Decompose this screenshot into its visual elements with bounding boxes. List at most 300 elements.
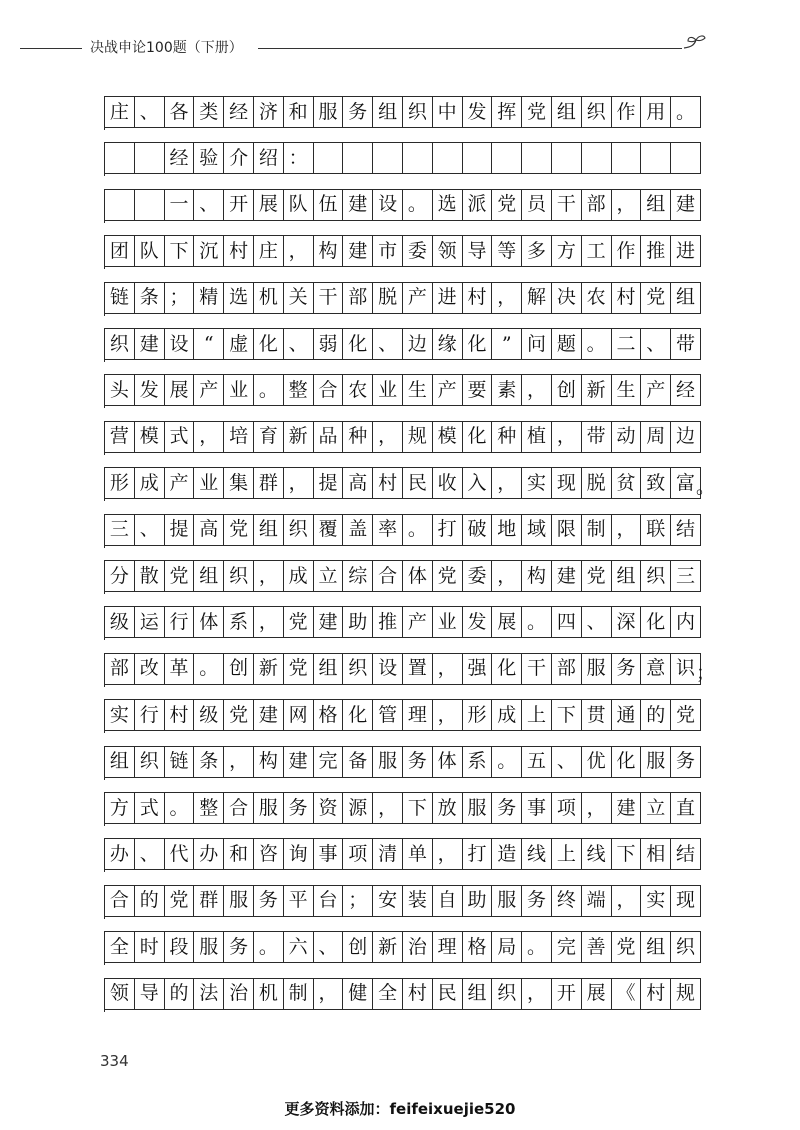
grid-cell: 网 — [284, 699, 314, 731]
grid-cell: 深 — [612, 606, 642, 638]
grid-cell: 格 — [463, 931, 493, 963]
grid-cell: 链 — [105, 282, 135, 314]
grid-cell: 经 — [671, 374, 701, 406]
grid-cell — [552, 142, 582, 174]
grid-cell: 组 — [612, 560, 642, 592]
grid-cell: 作 — [612, 235, 642, 267]
grid-cell: ， — [582, 792, 612, 824]
grid-cell: 部 — [552, 653, 582, 685]
grid-cell: 、 — [582, 606, 612, 638]
grid-cell: 。 — [522, 606, 552, 638]
grid-cell: 治 — [224, 978, 254, 1010]
grid-cell: 立 — [314, 560, 344, 592]
grid-cell: 设 — [373, 189, 403, 221]
grid-cell: 《 — [612, 978, 642, 1010]
grid-cell: 类 — [194, 96, 224, 128]
grid-cell: ， — [284, 235, 314, 267]
grid-cell: 构 — [314, 235, 344, 267]
grid-cell: 干 — [552, 189, 582, 221]
grid-cell: 挥 — [492, 96, 522, 128]
grid-cell: 三 — [105, 514, 135, 546]
grid-cell: 化 — [463, 328, 493, 360]
grid-cell: 设 — [165, 328, 195, 360]
grid-cell: 、 — [135, 838, 165, 870]
grid-row — [104, 328, 701, 362]
grid-cell: 上 — [552, 838, 582, 870]
grid-cell: 边 — [671, 421, 701, 453]
grid-cell: 备 — [343, 746, 373, 778]
grid-cell: 培 — [224, 421, 254, 453]
grid-cell: 构 — [254, 746, 284, 778]
grid-cell: 现 — [552, 467, 582, 499]
grid-cell: 务 — [671, 746, 701, 778]
grid-cell: ， — [552, 421, 582, 453]
grid-cell: 合 — [105, 885, 135, 917]
grid-cell: 结 — [671, 514, 701, 546]
grid-cell: 发 — [463, 606, 493, 638]
grid-cell: 完 — [552, 931, 582, 963]
grid-cell: 实 — [522, 467, 552, 499]
grid-cell: 直 — [671, 792, 701, 824]
grid-cell — [343, 142, 373, 174]
grid-cell: 党 — [492, 189, 522, 221]
grid-cell: 段 — [165, 931, 195, 963]
grid-cell: ， — [612, 189, 642, 221]
grid-cell: ， — [314, 978, 344, 1010]
grid-cell: 化 — [343, 328, 373, 360]
grid-cell: 的 — [165, 978, 195, 1010]
grid-cell: 务 — [492, 792, 522, 824]
header-rule-left — [20, 48, 82, 49]
grid-cell: ； — [165, 282, 195, 314]
grid-cell: 合 — [314, 374, 344, 406]
grid-cell: 脱 — [373, 282, 403, 314]
grid-cell: 推 — [641, 235, 671, 267]
grid-cell: 周 — [641, 421, 671, 453]
grid-cell: 务 — [403, 746, 433, 778]
grid-cell — [135, 189, 165, 221]
grid-cell: 式 — [165, 421, 195, 453]
grid-cell: 、 — [284, 328, 314, 360]
grid-cell: 询 — [284, 838, 314, 870]
grid-cell: ， — [492, 560, 522, 592]
footer-text: 更多资料添加：feifeixuejie520 — [284, 1100, 516, 1118]
grid-cell: 五 — [522, 746, 552, 778]
grid-cell: 破 — [463, 514, 493, 546]
grid-row — [104, 885, 701, 919]
grid-row — [104, 142, 701, 176]
grid-cell: 群 — [194, 885, 224, 917]
grid-cell: 、 — [641, 328, 671, 360]
footer-note — [0, 1098, 800, 1119]
grid-cell: 务 — [254, 885, 284, 917]
grid-cell: 构 — [522, 560, 552, 592]
grid-cell: 助 — [343, 606, 373, 638]
grid-cell: 验 — [194, 142, 224, 174]
grid-cell: 单 — [403, 838, 433, 870]
grid-cell: 贫 — [612, 467, 642, 499]
grid-cell: 地 — [492, 514, 522, 546]
grid-cell: 形 — [105, 467, 135, 499]
grid-cell: 济 — [254, 96, 284, 128]
grid-cell: 党 — [165, 560, 195, 592]
grid-cell: 村 — [403, 978, 433, 1010]
grid-cell: 织 — [582, 96, 612, 128]
grid-cell: 带 — [582, 421, 612, 453]
grid-cell: 端 — [582, 885, 612, 917]
grid-cell: 收 — [433, 467, 463, 499]
grid-cell: 建 — [135, 328, 165, 360]
grid-cell: 组 — [373, 96, 403, 128]
grid-cell: “ — [194, 328, 224, 360]
grid-cell: 化 — [641, 606, 671, 638]
grid-cell: 内 — [671, 606, 701, 638]
grid-cell: 条 — [135, 282, 165, 314]
grid-cell: 服 — [463, 792, 493, 824]
grid-cell: 化 — [612, 746, 642, 778]
grid-cell: 市 — [373, 235, 403, 267]
grid-cell: 安 — [373, 885, 403, 917]
grid-cell: 展 — [582, 978, 612, 1010]
grid-cell: 团 — [105, 235, 135, 267]
grid-cell: ， — [224, 746, 254, 778]
grid-cell: 、 — [314, 931, 344, 963]
grid-cell: 盖 — [343, 514, 373, 546]
grid-cell — [433, 142, 463, 174]
grid-cell: 弱 — [314, 328, 344, 360]
grid-cell: 式 — [135, 792, 165, 824]
grid-cell: 清 — [373, 838, 403, 870]
grid-cell: 带 — [671, 328, 701, 360]
grid-cell: 结 — [671, 838, 701, 870]
grid-cell: 整 — [284, 374, 314, 406]
grid-cell: 组 — [552, 96, 582, 128]
grid-cell — [641, 142, 671, 174]
grid-cell: 创 — [224, 653, 254, 685]
grid-cell: 、 — [194, 189, 224, 221]
grid-cell: 设 — [373, 653, 403, 685]
grid-cell: 领 — [105, 978, 135, 1010]
grid-cell: 系 — [224, 606, 254, 638]
grid-cell: ， — [492, 282, 522, 314]
grid-cell: 产 — [165, 467, 195, 499]
grid-cell: 种 — [492, 421, 522, 453]
grid-cell: 化 — [343, 699, 373, 731]
grid-cell: 打 — [463, 838, 493, 870]
grid-row — [104, 514, 701, 548]
grid-cell: 服 — [224, 885, 254, 917]
grid-cell: 级 — [194, 699, 224, 731]
grid-cell: 建 — [612, 792, 642, 824]
grid-cell: 干 — [522, 653, 552, 685]
grid-cell: 项 — [552, 792, 582, 824]
grid-cell: 。 — [403, 514, 433, 546]
grid-cell: 下 — [165, 235, 195, 267]
grid-row — [104, 606, 701, 640]
grid-cell: 理 — [433, 931, 463, 963]
grid-cell: 优 — [582, 746, 612, 778]
grid-cell — [135, 142, 165, 174]
grid-cell: 导 — [463, 235, 493, 267]
grid-cell: 组 — [641, 931, 671, 963]
grid-cell: 织 — [105, 328, 135, 360]
grid-cell: 三 — [671, 560, 701, 592]
grid-cell: 级 — [105, 606, 135, 638]
grid-cell: 识 — [671, 653, 701, 685]
grid-cell: 绍 — [254, 142, 284, 174]
grid-cell: 部 — [105, 653, 135, 685]
grid-cell: ” — [492, 328, 522, 360]
grid-cell: 派 — [463, 189, 493, 221]
grid-cell: 建 — [552, 560, 582, 592]
grid-cell: 织 — [224, 560, 254, 592]
grid-cell: 产 — [403, 606, 433, 638]
grid-cell — [671, 142, 701, 174]
grid-cell: 种 — [343, 421, 373, 453]
grid-cell: 富 — [671, 467, 701, 499]
grid-cell: 务 — [343, 96, 373, 128]
grid-cell: 成 — [284, 560, 314, 592]
grid-cell: 下 — [403, 792, 433, 824]
grid-cell: 建 — [343, 235, 373, 267]
grid-cell: 革 — [165, 653, 195, 685]
grid-cell: 实 — [105, 699, 135, 731]
grid-cell: 综 — [343, 560, 373, 592]
grid-cell: 法 — [194, 978, 224, 1010]
grid-cell: 时 — [135, 931, 165, 963]
grid-cell: 善 — [582, 931, 612, 963]
grid-row — [104, 374, 701, 408]
grid-cell: 务 — [522, 885, 552, 917]
grid-cell: 群 — [254, 467, 284, 499]
grid-cell: 贯 — [582, 699, 612, 731]
grid-cell: 新 — [373, 931, 403, 963]
grid-cell: 委 — [403, 235, 433, 267]
grid-cell: 展 — [254, 189, 284, 221]
grid-cell: 创 — [343, 931, 373, 963]
grid-cell: 形 — [463, 699, 493, 731]
grid-cell: 覆 — [314, 514, 344, 546]
grid-cell: 打 — [433, 514, 463, 546]
grid-cell: ， — [612, 514, 642, 546]
grid-cell: 立 — [641, 792, 671, 824]
grid-cell: ， — [522, 374, 552, 406]
grid-cell: 业 — [433, 606, 463, 638]
grid-cell: 精 — [194, 282, 224, 314]
grid-cell: 民 — [403, 467, 433, 499]
grid-cell: 的 — [135, 885, 165, 917]
grid-cell: 党 — [522, 96, 552, 128]
grid-cell: 致 — [641, 467, 671, 499]
grid-cell: 治 — [403, 931, 433, 963]
grid-cell: 代 — [165, 838, 195, 870]
grid-cell: 品 — [314, 421, 344, 453]
grid-cell: 党 — [284, 606, 314, 638]
grid-cell: 六 — [284, 931, 314, 963]
grid-cell: 改 — [135, 653, 165, 685]
grid-cell: 域 — [522, 514, 552, 546]
grid-cell: 展 — [165, 374, 195, 406]
grid-cell: 相 — [641, 838, 671, 870]
grid-cell: ， — [433, 838, 463, 870]
grid-cell: 村 — [612, 282, 642, 314]
grid-cell: 整 — [194, 792, 224, 824]
grid-cell: ， — [284, 467, 314, 499]
grid-cell — [105, 142, 135, 174]
grid-cell: 、 — [135, 96, 165, 128]
grid-cell: 村 — [463, 282, 493, 314]
grid-cell: 植 — [522, 421, 552, 453]
header-rule-right — [258, 48, 682, 49]
grid-cell: 集 — [224, 467, 254, 499]
grid-cell: 模 — [433, 421, 463, 453]
grid-cell: 产 — [433, 374, 463, 406]
grid-cell: 合 — [373, 560, 403, 592]
grid-cell: 发 — [135, 374, 165, 406]
grid-cell: 边 — [403, 328, 433, 360]
grid-cell: ； — [343, 885, 373, 917]
grid-cell: 织 — [284, 514, 314, 546]
grid-cell: 运 — [135, 606, 165, 638]
grid-cell: 党 — [224, 699, 254, 731]
grid-cell: 业 — [194, 467, 224, 499]
grid-cell: 系 — [463, 746, 493, 778]
grid-cell: 办 — [194, 838, 224, 870]
grid-cell: 党 — [224, 514, 254, 546]
grid-cell: 高 — [194, 514, 224, 546]
grid-cell: 线 — [582, 838, 612, 870]
grid-cell: 产 — [403, 282, 433, 314]
grid-cell: 实 — [641, 885, 671, 917]
grid-cell: 各 — [165, 96, 195, 128]
grid-cell: 组 — [314, 653, 344, 685]
grid-cell: 推 — [373, 606, 403, 638]
grid-cell: ， — [612, 885, 642, 917]
grid-cell: 上 — [522, 699, 552, 731]
grid-cell: 织 — [343, 653, 373, 685]
grid-cell: 头 — [105, 374, 135, 406]
grid-cell: 通 — [612, 699, 642, 731]
grid-cell: 务 — [224, 931, 254, 963]
grid-cell — [463, 142, 493, 174]
grid-cell: 和 — [284, 96, 314, 128]
sprout-icon — [682, 34, 708, 58]
grid-cell: 、 — [135, 514, 165, 546]
grid-cell — [373, 142, 403, 174]
grid-row — [104, 978, 701, 1012]
grid-cell: 工 — [582, 235, 612, 267]
grid-cell: 经 — [224, 96, 254, 128]
grid-cell: 规 — [403, 421, 433, 453]
grid-cell: 平 — [284, 885, 314, 917]
grid-cell — [522, 142, 552, 174]
grid-cell: 生 — [612, 374, 642, 406]
grid-cell: 队 — [135, 235, 165, 267]
grid-cell: 意 — [641, 653, 671, 685]
grid-cell: 服 — [641, 746, 671, 778]
grid-cell: 机 — [254, 978, 284, 1010]
grid-cell: 现 — [671, 885, 701, 917]
grid-cell: 二 — [612, 328, 642, 360]
grid-cell: 服 — [492, 885, 522, 917]
grid-cell — [492, 142, 522, 174]
grid-cell — [612, 142, 642, 174]
grid-cell: 。 — [582, 328, 612, 360]
grid-cell: 。 — [254, 931, 284, 963]
grid-cell: 新 — [582, 374, 612, 406]
grid-cell: 置 — [403, 653, 433, 685]
grid-cell: 全 — [105, 931, 135, 963]
grid-cell: 合 — [224, 792, 254, 824]
grid-cell: 终 — [552, 885, 582, 917]
grid-row — [104, 653, 715, 687]
grid-cell: 党 — [641, 282, 671, 314]
grid-row — [104, 189, 701, 223]
grid-cell: 化 — [254, 328, 284, 360]
grid-cell: 关 — [284, 282, 314, 314]
grid-cell: 党 — [582, 560, 612, 592]
grid-cell: ， — [522, 978, 552, 1010]
grid-cell: 进 — [433, 282, 463, 314]
grid-cell: 制 — [284, 978, 314, 1010]
page-number: 334 — [100, 1052, 129, 1070]
grid-cell: 员 — [522, 189, 552, 221]
grid-cell: 织 — [641, 560, 671, 592]
grid-cell: 村 — [373, 467, 403, 499]
grid-cell: 方 — [552, 235, 582, 267]
grid-cell: 作 — [612, 96, 642, 128]
grid-cell: 党 — [433, 560, 463, 592]
grid-cell: 建 — [284, 746, 314, 778]
grid-cell: 办 — [105, 838, 135, 870]
grid-cell: 组 — [641, 189, 671, 221]
grid-cell: 管 — [373, 699, 403, 731]
grid-cell: 项 — [343, 838, 373, 870]
grid-cell: 新 — [284, 421, 314, 453]
grid-cell: 服 — [314, 96, 344, 128]
grid-cell: 民 — [433, 978, 463, 1010]
grid-cell: 业 — [373, 374, 403, 406]
grid-cell: 的 — [641, 699, 671, 731]
grid-cell: 高 — [343, 467, 373, 499]
grid-cell: 理 — [403, 699, 433, 731]
grid-cell: 事 — [314, 838, 344, 870]
grid-cell: ， — [373, 792, 403, 824]
grid-cell: 虚 — [224, 328, 254, 360]
grid-cell: 规 — [671, 978, 701, 1010]
book-title: 决战申论100题（下册） — [90, 40, 243, 56]
grid-cell: 建 — [343, 189, 373, 221]
grid-cell: 健 — [343, 978, 373, 1010]
grid-cell: 成 — [135, 467, 165, 499]
grid-row — [104, 699, 701, 733]
grid-row — [104, 931, 701, 965]
grid-cell: 部 — [582, 189, 612, 221]
grid-cell: 庄 — [105, 96, 135, 128]
grid-cell: 产 — [641, 374, 671, 406]
grid-row — [104, 838, 701, 872]
grid-cell: 四 — [552, 606, 582, 638]
grid-cell: 体 — [403, 560, 433, 592]
grid-cell: 提 — [314, 467, 344, 499]
grid-cell: 展 — [492, 606, 522, 638]
grid-cell: 党 — [612, 931, 642, 963]
running-header — [0, 36, 800, 60]
grid-cell: 用 — [641, 96, 671, 128]
grid-cell: 党 — [165, 885, 195, 917]
grid-cell: 部 — [343, 282, 373, 314]
grid-cell: 成 — [492, 699, 522, 731]
